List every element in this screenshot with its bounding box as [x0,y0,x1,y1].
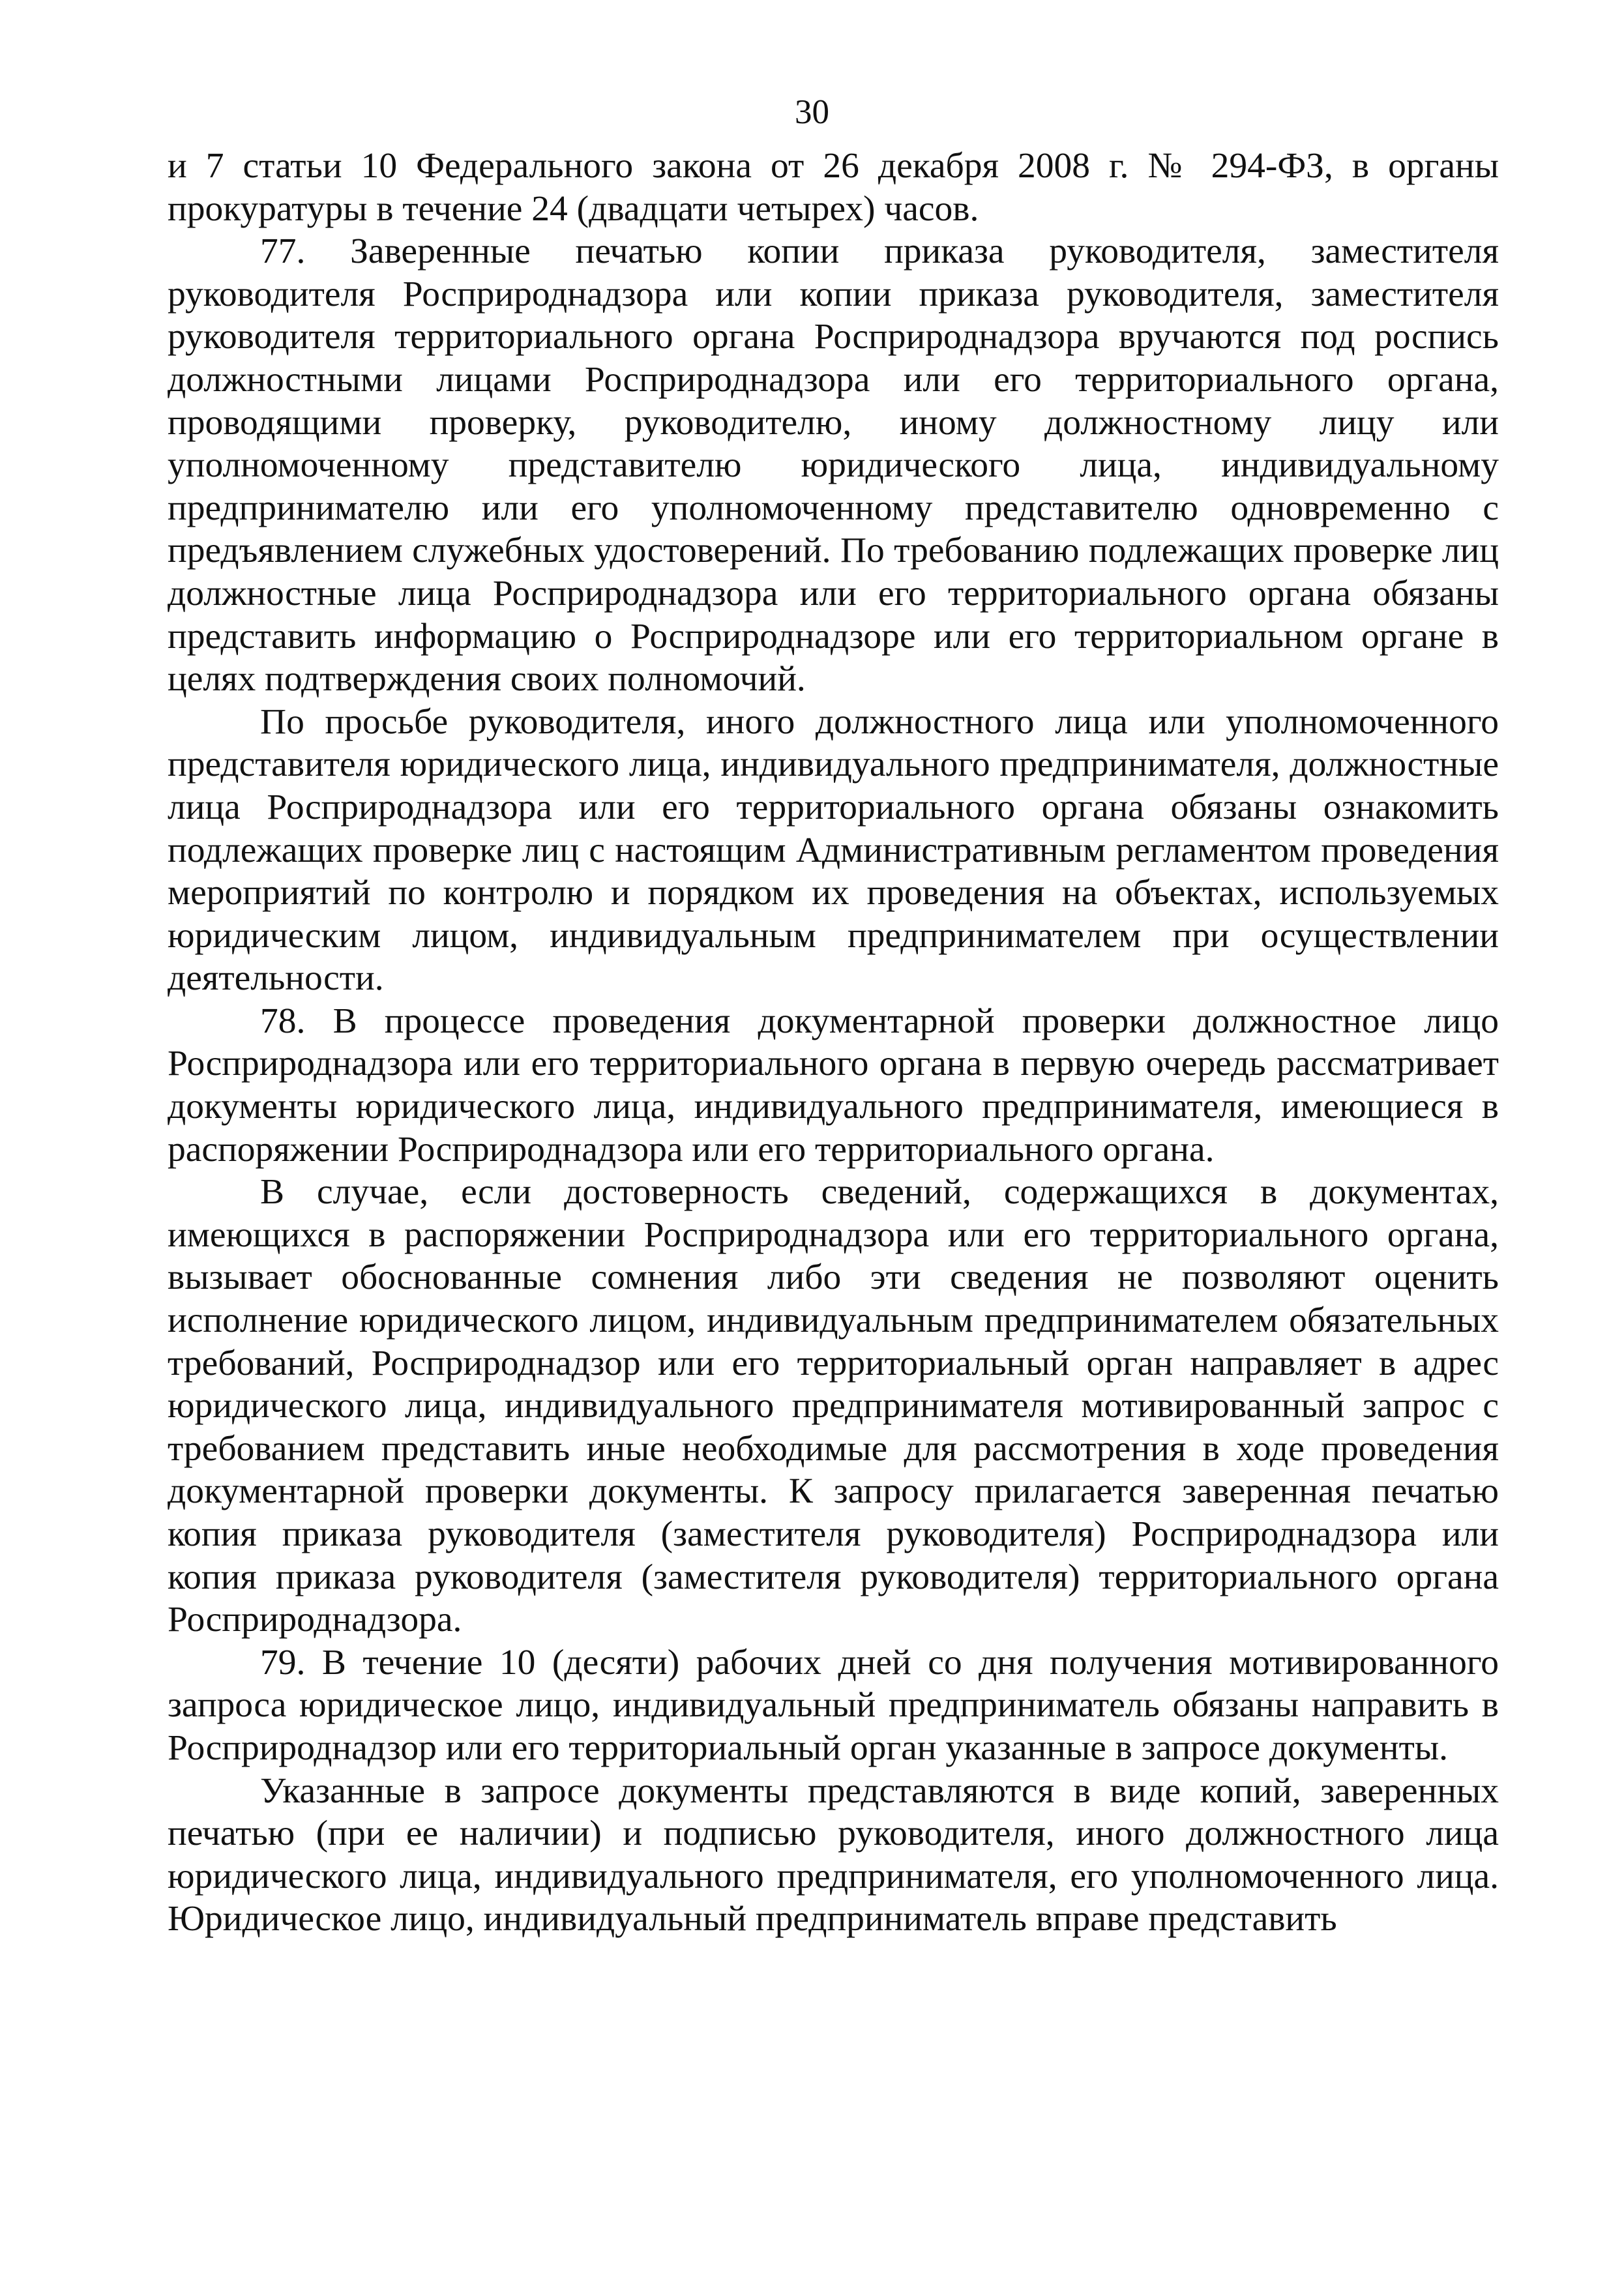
paragraph-item-77: 77. Заверенные печатью копии приказа руководителя, заместителя руководителя Росприроднадзора или копии приказа руководителя, заместителя руководителя территориального органа Росприроднадзора вручаются под роспись должностными лицами Росприроднадзора или его территориального органа, проводящими проверку, руководителю, иному должностному лицу или уполномоченному представителю юридического лица, индивидуальному предпринимателю или его уполномоченному представителю одновременно с предъявлением служебных удостоверений. По требованию подлежащих проверке лиц должностные лица Росприроднадзора или его территориального органа обязаны представить информацию о Росприроднадзоре или его территориальном органе в целях подтверждения своих полномочий. [168,231,1499,699]
paragraph-familiarization: По просьбе руководителя, иного должностного лица или уполномоченного представителя юридического лица, индивидуального предпринимателя, должностные лица Росприроднадзора или его территориального органа обязаны ознакомить подлежащих проверке лиц с настоящим Административным регламентом проведения мероприятий по контролю и порядком их проведения на объектах, используемых юридическим лицом, индивидуальным предпринимателем при осуществлении деятельности. [168,701,1499,999]
paragraph-continuation: и 7 статьи 10 Федерального закона от 26 декабря 2008 г. № 294-ФЗ, в органы прокуратуры в течение 24 (двадцати четырех) часов. [168,146,1499,229]
paragraph-item-79: 79. В течение 10 (десяти) рабочих дней со дня получения мотивированного запроса юридическое лицо, индивидуальный предприниматель обязаны направить в Росприроднадзор или его территориальный орган указанные в запросе документы. [168,1642,1499,1768]
paragraph-document-copies: Указанные в запросе документы представляются в виде копий, заверенных печатью (при ее наличии) и подписью руководителя, иного должностного лица юридического лица, индивидуального предпринимателя, его уполномоченного лица. Юридическое лицо, индивидуальный предприниматель вправе представить [168,1770,1499,1939]
paragraph-item-78: 78. В процессе проведения документарной проверки должностное лицо Росприроднадзора или его территориального органа в первую очередь рассматривает документы юридического лица, индивидуального предпринимателя, имеющиеся в распоряжении Росприроднадзора или его территориального органа. [168,1001,1499,1169]
document-body [168,145,1499,1941]
page-number: 30 [795,93,829,131]
paragraph-motivated-request: В случае, если достоверность сведений, содержащихся в документах, имеющихся в распоряжении Росприроднадзора или его территориального органа, вызывает обоснованные сомнения либо эти сведения не позволяют оценить исполнение юридического лицом, индивидуальным предпринимателем обязательных требований, Росприроднадзор или его территориальный орган направляет в адрес юридического лица, индивидуального предпринимателя мотивированный запрос с требованием представить иные необходимые для рассмотрения в ходе проведения документарной проверки документы. К запросу прилагается заверенная печатью копия приказа руководителя (заместителя руководителя) Росприроднадзора или копия приказа руководителя (заместителя руководителя) территориального органа Росприроднадзора. [168,1172,1499,1640]
